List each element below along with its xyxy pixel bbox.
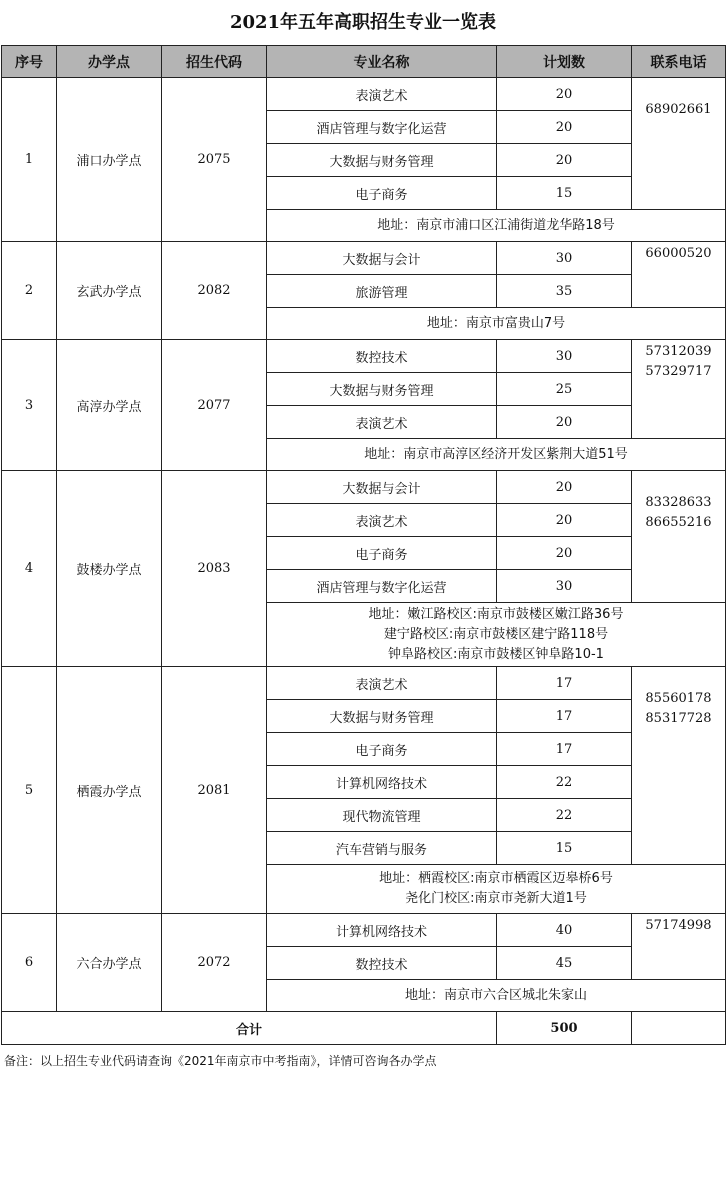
major-name-cell: 数控技术 <box>267 947 497 980</box>
major-name-cell: 表演艺术 <box>267 667 497 700</box>
major-name-cell: 大数据与财务管理 <box>267 144 497 177</box>
seq-cell: 6 <box>2 914 57 1012</box>
plan-cell: 35 <box>497 275 632 308</box>
major-name-cell: 大数据与会计 <box>267 471 497 504</box>
phone-cell <box>632 242 726 308</box>
header-cell: 序号 <box>2 46 57 78</box>
major-name-cell: 计算机网络技术 <box>267 914 497 947</box>
address-cell <box>267 865 726 914</box>
address-line: 地址：南京市六合区城北朱家山 <box>404 987 587 1003</box>
site-cell: 玄武办学点 <box>57 242 162 340</box>
phone-number: 85317728 <box>645 711 712 726</box>
address-line: 地址：南京市浦口区江浦街道龙华路18号 <box>377 217 615 233</box>
plan-cell: 17 <box>497 733 632 766</box>
code-cell: 2081 <box>162 667 267 914</box>
total-row <box>2 1012 726 1045</box>
address-cell <box>267 308 726 340</box>
table-row <box>2 667 726 700</box>
address-cell <box>267 603 726 667</box>
major-name-cell: 大数据与财务管理 <box>267 373 497 406</box>
major-name-cell: 酒店管理与数字化运营 <box>267 111 497 144</box>
table-row <box>2 914 726 947</box>
major-name-cell: 数控技术 <box>267 340 497 373</box>
phone-number: 85560178 <box>645 691 712 706</box>
phone-cell <box>632 914 726 980</box>
plan-cell: 20 <box>497 144 632 177</box>
address-line: 建宁路校区:南京市鼓楼区建宁路118号 <box>383 626 609 642</box>
plan-cell: 20 <box>497 111 632 144</box>
code-cell: 2083 <box>162 471 267 667</box>
plan-cell: 20 <box>497 471 632 504</box>
major-name-cell: 电子商务 <box>267 733 497 766</box>
header-cell: 办学点 <box>57 46 162 78</box>
plan-cell: 30 <box>497 340 632 373</box>
code-cell: 2082 <box>162 242 267 340</box>
address-line: 地址：栖霞校区:南京市栖霞区迈皋桥6号 <box>379 871 613 886</box>
footnote: 备注：以上招生专业代码请查询《2021年南京市中考指南》，详情可咨询各办学点 <box>4 1054 437 1068</box>
page-title: 2021年五年高职招生专业一览表 <box>229 12 497 33</box>
address-line: 尧化门校区:南京市尧新大道1号 <box>405 891 587 906</box>
plan-cell: 30 <box>497 242 632 275</box>
plan-cell: 22 <box>497 799 632 832</box>
phone-cell <box>632 667 726 865</box>
plan-cell: 25 <box>497 373 632 406</box>
major-name-cell: 大数据与财务管理 <box>267 700 497 733</box>
site-cell: 浦口办学点 <box>57 78 162 242</box>
phone-number: 57174998 <box>645 918 712 933</box>
major-name-cell: 电子商务 <box>267 177 497 210</box>
phone-number: 66000520 <box>645 246 712 261</box>
table-row <box>2 78 726 111</box>
plan-cell: 15 <box>497 832 632 865</box>
address-line: 地址：南京市富贵山7号 <box>426 315 566 331</box>
code-cell: 2077 <box>162 340 267 471</box>
total-value: 500 <box>497 1012 632 1045</box>
table-body <box>2 78 726 1045</box>
site-cell: 栖霞办学点 <box>57 667 162 914</box>
plan-cell: 20 <box>497 78 632 111</box>
phone-number: 68902661 <box>645 102 712 117</box>
major-name-cell: 表演艺术 <box>267 78 497 111</box>
plan-cell: 22 <box>497 766 632 799</box>
major-name-cell: 表演艺术 <box>267 406 497 439</box>
major-name-cell: 电子商务 <box>267 537 497 570</box>
major-name-cell: 汽车营销与服务 <box>267 832 497 865</box>
address-cell <box>267 439 726 471</box>
plan-cell: 17 <box>497 700 632 733</box>
address-cell <box>267 980 726 1012</box>
plan-cell: 45 <box>497 947 632 980</box>
plan-cell: 20 <box>497 406 632 439</box>
plan-cell: 20 <box>497 504 632 537</box>
header-cell: 联系电话 <box>632 46 726 78</box>
site-cell: 六合办学点 <box>57 914 162 1012</box>
plan-cell: 15 <box>497 177 632 210</box>
major-name-cell: 现代物流管理 <box>267 799 497 832</box>
header-cell: 计划数 <box>497 46 632 78</box>
total-empty-cell <box>632 1012 726 1045</box>
major-name-cell: 表演艺术 <box>267 504 497 537</box>
plan-cell: 40 <box>497 914 632 947</box>
phone-number: 57312039 <box>645 344 712 359</box>
address-line: 钟阜路校区:南京市鼓楼区钟阜路10-1 <box>388 646 604 662</box>
total-label: 合计 <box>2 1012 497 1045</box>
seq-cell: 4 <box>2 471 57 667</box>
seq-cell: 2 <box>2 242 57 340</box>
seq-cell: 1 <box>2 78 57 242</box>
plan-cell: 17 <box>497 667 632 700</box>
site-cell: 高淳办学点 <box>57 340 162 471</box>
header-cell: 招生代码 <box>162 46 267 78</box>
seq-cell: 5 <box>2 667 57 914</box>
address-line: 地址：南京市高淳区经济开发区紫荆大道51号 <box>364 446 628 462</box>
table-row <box>2 340 726 373</box>
plan-cell: 20 <box>497 537 632 570</box>
table-row <box>2 242 726 275</box>
phone-number: 86655216 <box>645 515 712 530</box>
code-cell: 2072 <box>162 914 267 1012</box>
phone-number: 57329717 <box>645 364 712 379</box>
phone-cell <box>632 78 726 210</box>
header-row <box>2 46 726 78</box>
address-cell <box>267 210 726 242</box>
site-cell: 鼓楼办学点 <box>57 471 162 667</box>
phone-cell <box>632 471 726 603</box>
phone-number: 83328633 <box>645 495 712 510</box>
address-line: 地址：嫩江路校区:南京市鼓楼区嫩江路36号 <box>368 606 624 622</box>
major-name-cell: 计算机网络技术 <box>267 766 497 799</box>
major-name-cell: 大数据与会计 <box>267 242 497 275</box>
seq-cell: 3 <box>2 340 57 471</box>
enrollment-table <box>1 45 726 1045</box>
table-row <box>2 471 726 504</box>
code-cell: 2075 <box>162 78 267 242</box>
phone-cell <box>632 340 726 439</box>
header-cell: 专业名称 <box>267 46 497 78</box>
plan-cell: 30 <box>497 570 632 603</box>
major-name-cell: 酒店管理与数字化运营 <box>267 570 497 603</box>
major-name-cell: 旅游管理 <box>267 275 497 308</box>
